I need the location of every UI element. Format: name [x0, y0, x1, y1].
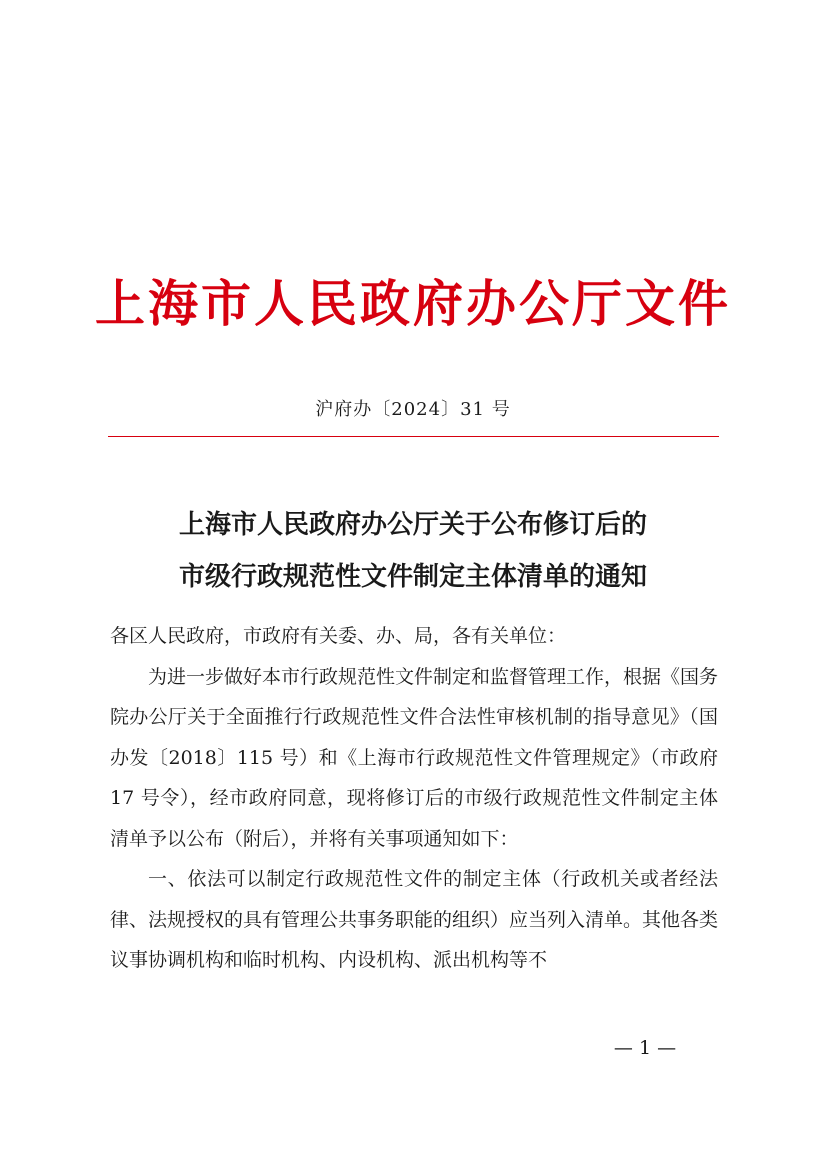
notice-title-line-2: 市级行政规范性文件制定主体清单的通知 — [178, 562, 647, 592]
notice-title-line-1: 上海市人民政府办公厅关于公布修订后的 — [178, 510, 647, 540]
body-paragraph: 为进一步做好本市行政规范性文件制定和监督管理工作，根据《国务院办公厅关于全面推行行政规范性文件合法性审核机制的指导意见》（国办发〔2018〕115 号）和《上海市行政规范性文件管理规定》（市政府 17 号令），经市政府同意，现将修订后的市级行政规范性文件制定主体清单予以公布（附后），并将有关事项通知如下： — [110, 665, 719, 850]
red-divider-line — [108, 436, 719, 437]
document-body — [110, 616, 718, 981]
body-paragraph: 一、依法可以制定行政规范性文件的制定主体（行政机关或者经法律、法规授权的具有管理公共事务职能的组织）应当列入清单。其他各类议事协调机构和临时机构、内设机构、派出机构等不 — [110, 868, 719, 971]
salutation: 各区人民政府，市政府有关委、办、局，各有关单位： — [110, 625, 567, 647]
document-number: 沪府办〔2024〕31 号 — [315, 399, 511, 420]
document-header-title: 上海市人民政府办公厅文件 — [95, 274, 731, 333]
page-number: — 1 — — [613, 1037, 677, 1059]
